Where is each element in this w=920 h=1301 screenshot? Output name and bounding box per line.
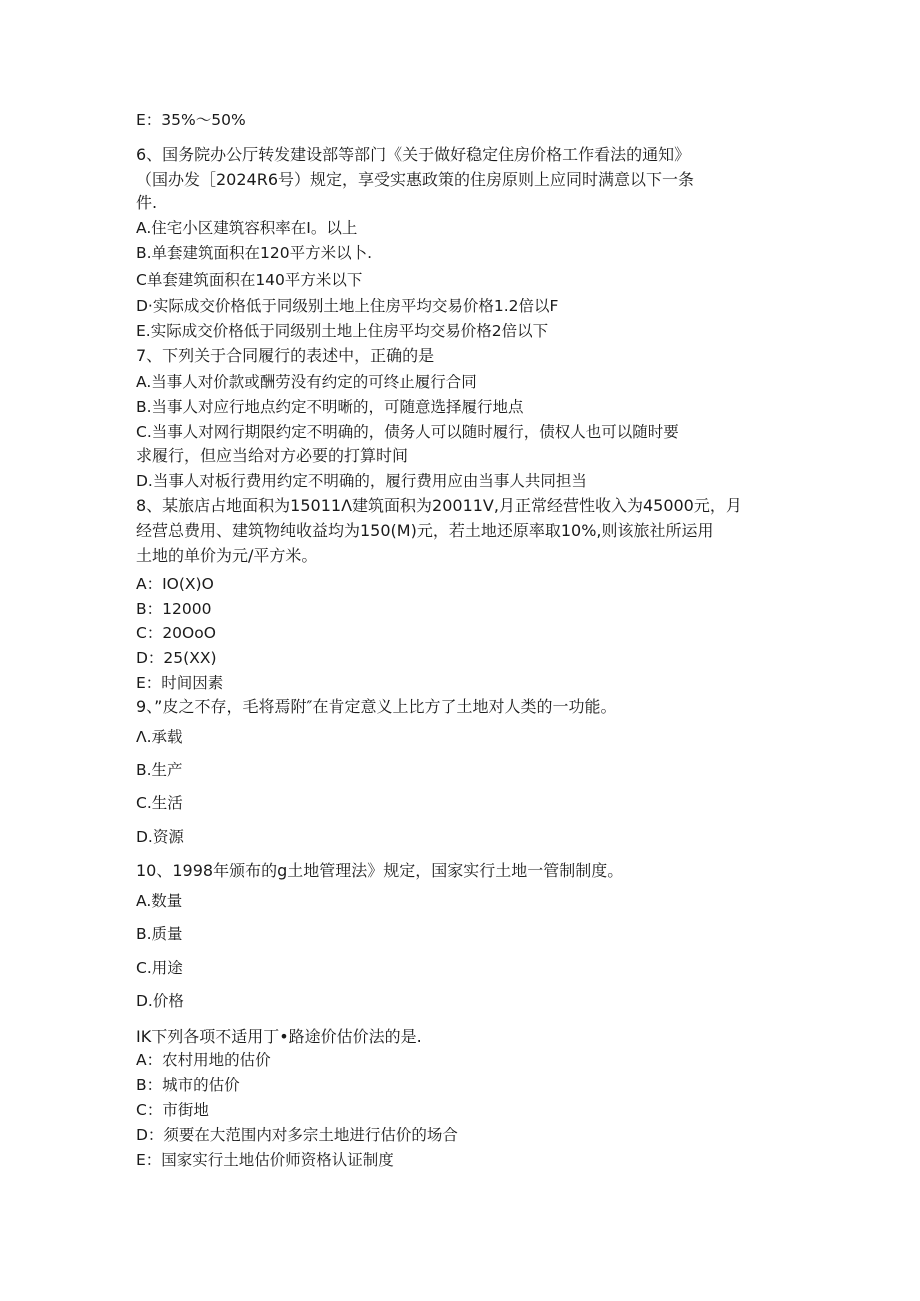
option-line: B：12000 — [136, 600, 212, 618]
question-line: 经营总费用、建筑物纯收益均为150(M)元，若土地还原率取10%,则该旅社所运用 — [136, 521, 714, 540]
option-line: B：城市的估价 — [136, 1076, 240, 1094]
option-line: B.质量 — [136, 925, 183, 943]
question-line: 9、”皮之不存，毛将焉附″在肯定意义上比方了土地对人类的一功能。 — [136, 697, 617, 716]
question-line: （国办发［2024R6号）规定，享受实惠政策的住房原则上应同时满意以下一条 — [136, 170, 695, 189]
question-line: 求履行，但应当给对方必要的打算时间 — [136, 446, 409, 465]
option-line: D.价格 — [136, 992, 184, 1010]
option-line: A：农村用地的估价 — [136, 1051, 271, 1069]
option-line: Λ.承载 — [136, 728, 183, 746]
option-line: C.生活 — [136, 794, 183, 812]
option-line: A：IO(X)O — [136, 575, 214, 593]
option-line: A.数量 — [136, 892, 183, 910]
option-line: E.实际成交价格低于同级别土地上住房平均交易价格2倍以下 — [136, 322, 549, 340]
option-line: C：市街地 — [136, 1101, 209, 1119]
option-line: B.生产 — [136, 761, 183, 779]
option-line: A.当事人对价款或酬劳没有约定的可终止履行合同 — [136, 373, 477, 391]
option-line: C：20OoO — [136, 624, 216, 642]
option-line: D：须要在大范围内对多宗土地进行估价的场合 — [136, 1126, 458, 1144]
option-line: E：时间因素 — [136, 674, 224, 692]
question-line: 8、某旅店占地面积为15011Λ建筑面积为20011V,月正常经营性收入为45000元，月 — [136, 496, 742, 515]
question-line: 6、国务院办公厅转发建设部等部门《关于做好稳定住房价格工作看法的通知》 — [136, 145, 691, 164]
option-line: A.住宅小区建筑容积率在I。以上 — [136, 219, 358, 237]
option-line: E：国家实行土地估价师资格认证制度 — [136, 1151, 394, 1169]
option-line: B.当事人对应行地点约定不明晰的，可随意选择履行地点 — [136, 398, 524, 416]
question-line: 土地的单价为元/平方米。 — [136, 546, 318, 565]
question-line: 7、下列关于合同履行的表述中，正确的是 — [136, 346, 435, 365]
question-line: 件. — [136, 193, 158, 212]
question-line: 10、1998年颁布的g土地管理法》规定，国家实行土地一管制制度。 — [136, 861, 624, 880]
option-line: D·实际成交价格低于同级别土地上住房平均交易价格1.2倍以F — [136, 297, 559, 315]
question-line: IK下列各项不适用丁•路途价估价法的是. — [136, 1027, 422, 1046]
option-line: C单套建筑面积在140平方米以下 — [136, 271, 363, 289]
option-line: D.资源 — [136, 828, 184, 846]
option-line: C.用途 — [136, 959, 183, 977]
option-line: C.当事人对网行期限约定不明确的，债务人可以随时履行，债权人也可以随时要 — [136, 423, 679, 441]
option-line: E：35%～50% — [136, 111, 246, 129]
option-line: B.单套建筑面积在120平方米以卜. — [136, 244, 373, 262]
option-line: D：25(XX) — [136, 649, 217, 667]
option-line: D.当事人对板行费用约定不明确的，履行费用应由当事人共同担当 — [136, 472, 587, 490]
